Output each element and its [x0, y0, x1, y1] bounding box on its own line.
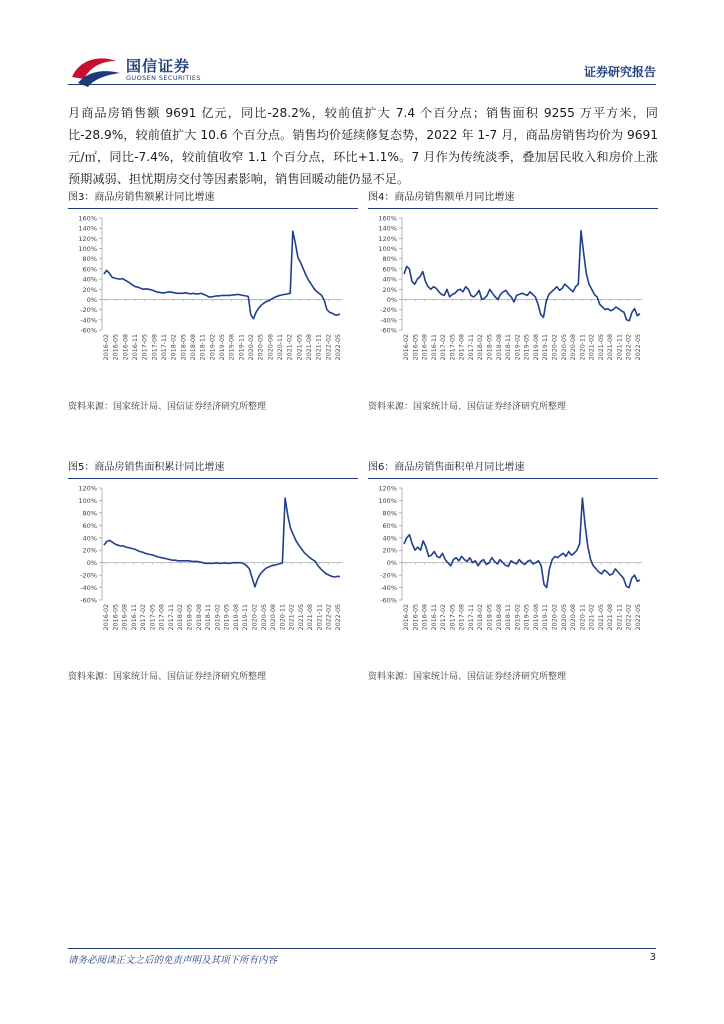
x-tick-label: 2016-05 — [412, 604, 420, 631]
x-tick-label: 2021-02 — [288, 604, 296, 631]
figure-6 — [368, 460, 658, 690]
x-tick-label: 2019-08 — [532, 604, 540, 631]
y-tick-label: -40% — [380, 316, 397, 325]
x-tick-label: 2020-05 — [560, 334, 568, 361]
y-tick-label: 80% — [382, 255, 397, 264]
y-tick-label: 80% — [382, 509, 397, 518]
x-tick-label: 2017-11 — [167, 604, 175, 631]
y-tick-label: -60% — [80, 326, 97, 335]
x-tick-label: 2020-11 — [277, 334, 284, 361]
x-tick-label: 2018-02 — [177, 604, 185, 631]
chart-sales-amount-monthly — [368, 210, 658, 400]
figure-title: 图4：商品房销售额单月同比增速 — [368, 190, 658, 209]
y-tick-label: 120% — [78, 484, 97, 493]
x-tick-label: 2017-08 — [458, 334, 466, 361]
x-tick-label: 2017-05 — [149, 604, 157, 631]
x-tick-label: 2018-11 — [505, 334, 513, 361]
x-tick-label: 2017-02 — [440, 604, 448, 631]
chart-sales-area-ytd — [68, 480, 358, 670]
y-tick-label: 60% — [382, 265, 397, 274]
x-tick-label: 2021-08 — [607, 604, 615, 631]
y-tick-label: -40% — [380, 584, 397, 593]
x-tick-label: 2017-02 — [140, 604, 148, 631]
x-tick-label: 2016-08 — [122, 334, 130, 361]
x-tick-label: 2021-02 — [286, 334, 294, 361]
y-tick-label: 100% — [78, 496, 97, 505]
x-tick-label: 2018-08 — [190, 334, 197, 361]
x-tick-label: 2021-05 — [296, 334, 304, 361]
y-tick-label: -40% — [80, 584, 97, 593]
footer-divider — [68, 948, 656, 949]
x-tick-label: 2019-11 — [542, 334, 550, 361]
x-tick-label: 2017-05 — [141, 334, 149, 361]
y-tick-label: 80% — [82, 255, 97, 264]
x-tick-label: 2019-02 — [214, 604, 222, 631]
y-tick-label: 100% — [378, 496, 397, 505]
x-tick-label: 2018-08 — [495, 604, 503, 631]
x-tick-label: 2017-08 — [458, 604, 466, 631]
figure-title: 图3：商品房销售额累计同比增速 — [68, 190, 358, 209]
x-tick-label: 2017-08 — [151, 334, 159, 361]
x-tick-label: 2021-08 — [607, 334, 615, 361]
x-tick-label: 2022-05 — [335, 334, 342, 361]
x-tick-label: 2018-02 — [477, 604, 485, 631]
figure-source: 资料来源：国家统计局、国信证券经济研究所整理 — [368, 402, 567, 412]
y-tick-label: 40% — [382, 534, 397, 543]
figure-title: 图5：商品房销售面积累计同比增速 — [68, 460, 358, 479]
chart-sales-amount-ytd — [68, 210, 358, 400]
x-tick-label: 2017-08 — [158, 604, 166, 631]
figure-3 — [68, 190, 358, 420]
x-tick-label: 2018-05 — [486, 604, 494, 631]
x-tick-label: 2021-02 — [588, 604, 596, 631]
x-tick-label: 2021-08 — [307, 604, 315, 631]
x-tick-label: 2022-05 — [635, 334, 642, 361]
body-paragraph: 月商品房销售额 9691 亿元，同比-28.2%，较前值扩大 7.4 个百分点；销售面积 9255 万平方米，同比-28.9%，较前值扩大 10.6 个百分点。销售均价延续修复态势，2022 年 1-7 月，商品房销售均价为 9691 元/㎡，同比-7.4%，较前值收窄 1.1 个百分点，环比+1.1%。7 月作为传统淡季，叠加居民收入和房价上涨预期减弱、担忧期房交付等因素影响，销售回暖动能仍显不足。 — [68, 106, 658, 186]
x-tick-label: 2018-08 — [495, 334, 503, 361]
y-tick-label: 60% — [82, 521, 97, 530]
page-number: 3 — [649, 952, 656, 963]
x-tick-label: 2020-05 — [257, 334, 265, 361]
x-tick-label: 2021-08 — [306, 334, 313, 361]
y-tick-label: -60% — [380, 326, 397, 335]
y-tick-label: 120% — [378, 484, 397, 493]
header-divider — [68, 84, 656, 85]
y-tick-label: 160% — [378, 214, 397, 223]
x-tick-label: 2021-11 — [616, 334, 624, 361]
series-line — [404, 231, 640, 321]
y-tick-label: 120% — [378, 234, 397, 243]
x-tick-label: 2019-02 — [514, 604, 522, 631]
footer-disclaimer: 请务必阅读正文之后的免责声明及其项下所有内容 — [68, 955, 278, 966]
y-tick-label: 0% — [386, 559, 397, 568]
logo-text-cn: 国信证券 — [126, 57, 191, 75]
figure-source: 资料来源：国家统计局、国信证券经济研究所整理 — [68, 672, 267, 682]
y-tick-label: 20% — [382, 546, 397, 555]
x-tick-label: 2016-11 — [430, 334, 438, 361]
x-tick-label: 2017-11 — [467, 604, 475, 631]
x-tick-label: 2018-08 — [195, 604, 203, 631]
y-tick-label: -20% — [80, 306, 97, 315]
x-tick-label: 2019-02 — [514, 334, 522, 361]
series-line — [404, 498, 640, 588]
x-tick-label: 2017-05 — [449, 334, 457, 361]
x-tick-label: 2019-05 — [523, 604, 531, 631]
x-tick-label: 2017-02 — [440, 334, 448, 361]
x-tick-label: 2020-02 — [248, 334, 255, 361]
x-tick-label: 2019-11 — [242, 604, 250, 631]
y-tick-label: 140% — [378, 224, 397, 233]
x-tick-label: 2021-11 — [616, 604, 624, 631]
x-tick-label: 2020-02 — [551, 334, 559, 361]
y-tick-label: 0% — [86, 559, 97, 568]
x-tick-label: 2019-05 — [523, 334, 531, 361]
y-tick-label: 100% — [78, 245, 97, 254]
x-tick-label: 2021-05 — [297, 604, 305, 631]
x-tick-label: 2020-05 — [260, 604, 268, 631]
company-logo — [70, 53, 300, 93]
figure-source: 资料来源：国家统计局、国信证券经济研究所整理 — [368, 672, 567, 682]
x-tick-label: 2016-11 — [130, 604, 138, 631]
y-tick-label: 40% — [82, 534, 97, 543]
y-tick-label: 40% — [82, 275, 97, 284]
y-tick-label: 140% — [78, 224, 97, 233]
x-tick-label: 2022-02 — [625, 604, 633, 631]
y-tick-label: 0% — [86, 295, 97, 304]
x-tick-label: 2016-02 — [103, 334, 110, 361]
x-tick-label: 2020-08 — [267, 334, 275, 361]
x-tick-label: 2016-02 — [403, 604, 410, 631]
x-tick-label: 2016-11 — [430, 604, 438, 631]
y-tick-label: 0% — [386, 295, 397, 304]
x-tick-label: 2018-11 — [505, 604, 513, 631]
x-tick-label: 2017-05 — [449, 604, 457, 631]
x-tick-label: 2021-11 — [315, 334, 323, 361]
x-tick-label: 2018-05 — [180, 334, 188, 361]
x-tick-label: 2022-02 — [625, 334, 633, 361]
x-tick-label: 2016-05 — [112, 334, 120, 361]
x-tick-label: 2022-05 — [635, 604, 642, 631]
x-tick-label: 2019-11 — [542, 604, 550, 631]
x-tick-label: 2021-11 — [316, 604, 324, 631]
y-tick-label: 20% — [82, 285, 97, 294]
report-type-label: 证券研究报告 — [583, 65, 656, 79]
x-tick-label: 2021-02 — [588, 334, 596, 361]
y-tick-label: 100% — [378, 245, 397, 254]
x-tick-label: 2018-05 — [486, 334, 494, 361]
x-tick-label: 2018-11 — [205, 604, 213, 631]
figure-title: 图6：商品房销售面积单月同比增速 — [368, 460, 658, 479]
series-line — [104, 231, 340, 319]
figure-4 — [368, 190, 658, 420]
x-tick-label: 2020-08 — [570, 334, 578, 361]
logo-text-en: GUOSEN SECURITIES — [126, 74, 201, 82]
x-tick-label: 2016-08 — [421, 604, 429, 631]
y-tick-label: -60% — [80, 596, 97, 605]
y-tick-label: -20% — [80, 571, 97, 580]
x-tick-label: 2019-08 — [232, 604, 240, 631]
series-line — [104, 498, 340, 587]
x-tick-label: 2022-02 — [325, 334, 333, 361]
y-tick-label: 20% — [382, 285, 397, 294]
chart-sales-area-monthly — [368, 480, 658, 670]
y-tick-label: 20% — [82, 546, 97, 555]
x-tick-label: 2021-05 — [597, 604, 605, 631]
y-tick-label: 120% — [78, 234, 97, 243]
x-tick-label: 2020-08 — [270, 604, 278, 631]
x-tick-label: 2018-02 — [170, 334, 178, 361]
x-tick-label: 2016-08 — [121, 604, 129, 631]
x-tick-label: 2022-02 — [325, 604, 333, 631]
x-tick-label: 2019-05 — [223, 604, 231, 631]
y-tick-label: -20% — [380, 306, 397, 315]
x-tick-label: 2021-05 — [597, 334, 605, 361]
x-tick-label: 2020-05 — [560, 604, 568, 631]
x-tick-label: 2020-11 — [579, 604, 587, 631]
x-tick-label: 2016-02 — [403, 334, 410, 361]
x-tick-label: 2020-08 — [570, 604, 578, 631]
y-tick-label: 60% — [82, 265, 97, 274]
y-tick-label: -40% — [80, 316, 97, 325]
x-tick-label: 2019-08 — [228, 334, 236, 361]
x-tick-label: 2019-02 — [209, 334, 217, 361]
figure-5 — [68, 460, 358, 690]
figure-source: 资料来源：国家统计局、国信证券经济研究所整理 — [68, 402, 267, 412]
x-tick-label: 2019-11 — [238, 334, 246, 361]
x-tick-label: 2018-05 — [186, 604, 194, 631]
x-tick-label: 2022-05 — [335, 604, 342, 631]
y-tick-label: 60% — [382, 521, 397, 530]
x-tick-label: 2019-08 — [532, 334, 540, 361]
x-tick-label: 2019-05 — [219, 334, 226, 361]
x-tick-label: 2020-02 — [551, 604, 559, 631]
y-tick-label: 80% — [82, 509, 97, 518]
y-tick-label: 40% — [382, 275, 397, 284]
x-tick-label: 2016-05 — [112, 604, 120, 631]
x-tick-label: 2020-11 — [279, 604, 287, 631]
y-tick-label: -20% — [380, 571, 397, 580]
x-tick-label: 2016-11 — [132, 334, 139, 361]
x-tick-label: 2018-02 — [477, 334, 485, 361]
x-tick-label: 2020-02 — [251, 604, 259, 631]
x-tick-label: 2018-11 — [199, 334, 207, 361]
y-tick-label: 160% — [78, 214, 97, 223]
x-tick-label: 2016-02 — [103, 604, 110, 631]
y-tick-label: -60% — [380, 596, 397, 605]
x-tick-label: 2017-11 — [161, 334, 168, 361]
x-tick-label: 2020-11 — [579, 334, 587, 361]
x-tick-label: 2016-08 — [421, 334, 429, 361]
x-tick-label: 2017-11 — [467, 334, 475, 361]
x-tick-label: 2016-05 — [412, 334, 420, 361]
